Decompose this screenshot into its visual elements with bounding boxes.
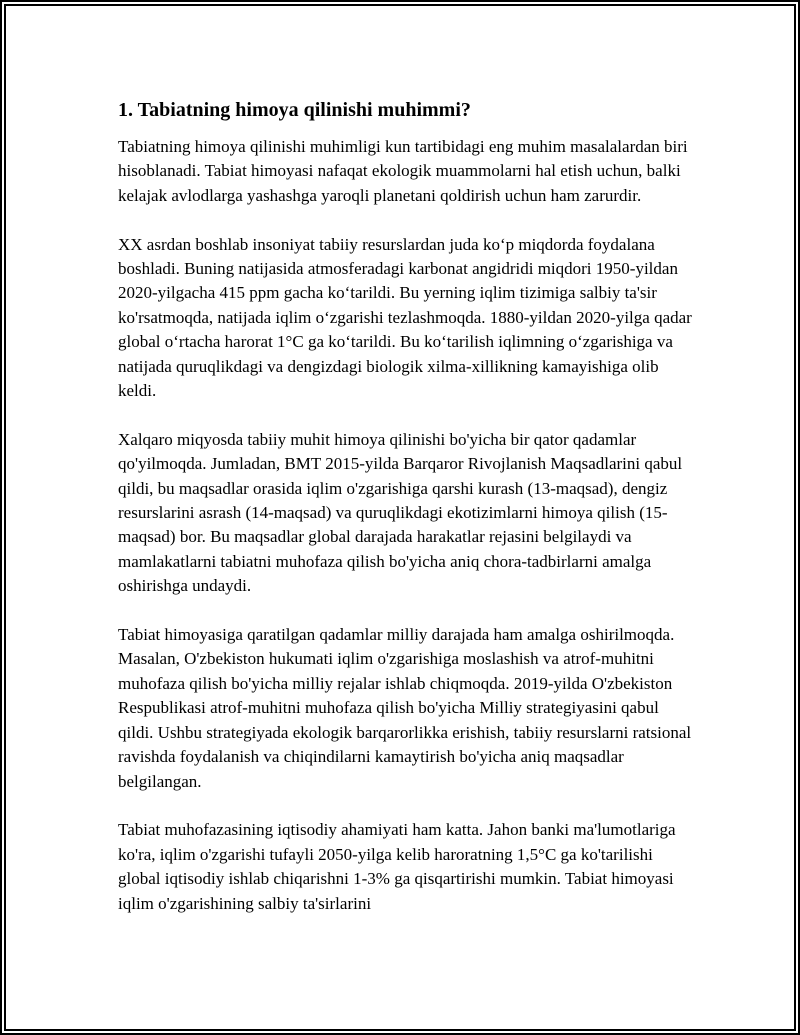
section-heading: 1. Tabiatning himoya qilinishi muhimmi? [118, 99, 471, 121]
document-body [118, 98, 696, 940]
paragraph-economic: Tabiat muhofazasining iqtisodiy ahamiyati ham katta. Jahon banki ma'lumotlariga ko'ra, iqlim o'zgarishi tufayli 2050-yilga kelib haroratning 1,5°C ga ko'tarilishi global iqtisodiy ishlab chiqarishni 1-3% ga qisqartirishi mumkin. Tabiat himoyasi iqlim o'zgarishining salbiy ta'sirlarini [118, 820, 676, 913]
paragraph-history: XX asrdan boshlab insoniyat tabiiy resurslardan juda ko‘p miqdorda foydalana boshladi. Buning natijasida atmosferadagi karbonat angidridi miqdori 1950-yildan 2020-yilgacha 415 ppm gacha ko‘tarildi. Bu yerning iqlim tizimiga salbiy ta'sir ko'rsatmoqda, natijada iqlim o‘zgarishi tezlashmoqda. 1880-yildan 2020-yilga qadar global o‘rtacha harorat 1°C ga ko‘tarildi. Bu ko‘tarilish iqlimning o‘zgarishiga va natijada quruqlikdagi va dengizdagi biologik xilma-xillikning kamayishiga olib keldi. [118, 234, 692, 401]
paragraph-intro: Tabiatning himoya qilinishi muhimligi kun tartibidagi eng muhim masalalardan biri hisoblanadi. Tabiat himoyasi nafaqat ekologik muammolarni hal etish uchun, balki kelajak avlodlarga yashashga yaroqli planetani qoldirish uchun ham zarurdir. [118, 137, 688, 205]
paragraph-national: Tabiat himoyasiga qaratilgan qadamlar milliy darajada ham amalga oshirilmoqda. Masalan, O'zbekiston hukumati iqlim o'zgarishiga moslashish va atrof-muhitni muhofaza qilish bo'yicha milliy rejalar ishlab chiqmoqda. 2019-yilda O'zbekiston Respublikasi atrof-muhitni muhofaza qilish bo'yicha Milliy strategiyasini qabul qildi. Ushbu strategiyada ekologik barqarorlikka erishish, tabiiy resurslarni ratsional ravishda foydalanish va chiqindilarni kamaytirish bo'yicha aniq maqsadlar belgilangan. [118, 625, 692, 791]
paragraph-international: Xalqaro miqyosda tabiiy muhit himoya qilinishi bo'yicha bir qator qadamlar qo'yilmoqda. Jumladan, BMT 2015-yilda Barqaror Rivojlanish Maqsadlarini qabul qildi, bu maqsadlar orasida iqlim o'zgarishiga qarshi kurash (13-maqsad), dengiz resurslarini asrash (14-maqsad) va quruqlikdagi ekotizimlarni himoya qilish (15-maqsad) bor. Bu maqsadlar global darajada harakatlar rejasini belgilaydi va mamlakatlarni tabiatni muhofaza qilish bo'yicha aniq chora-tadbirlarni amalga oshirishga undaydi. [118, 429, 683, 596]
